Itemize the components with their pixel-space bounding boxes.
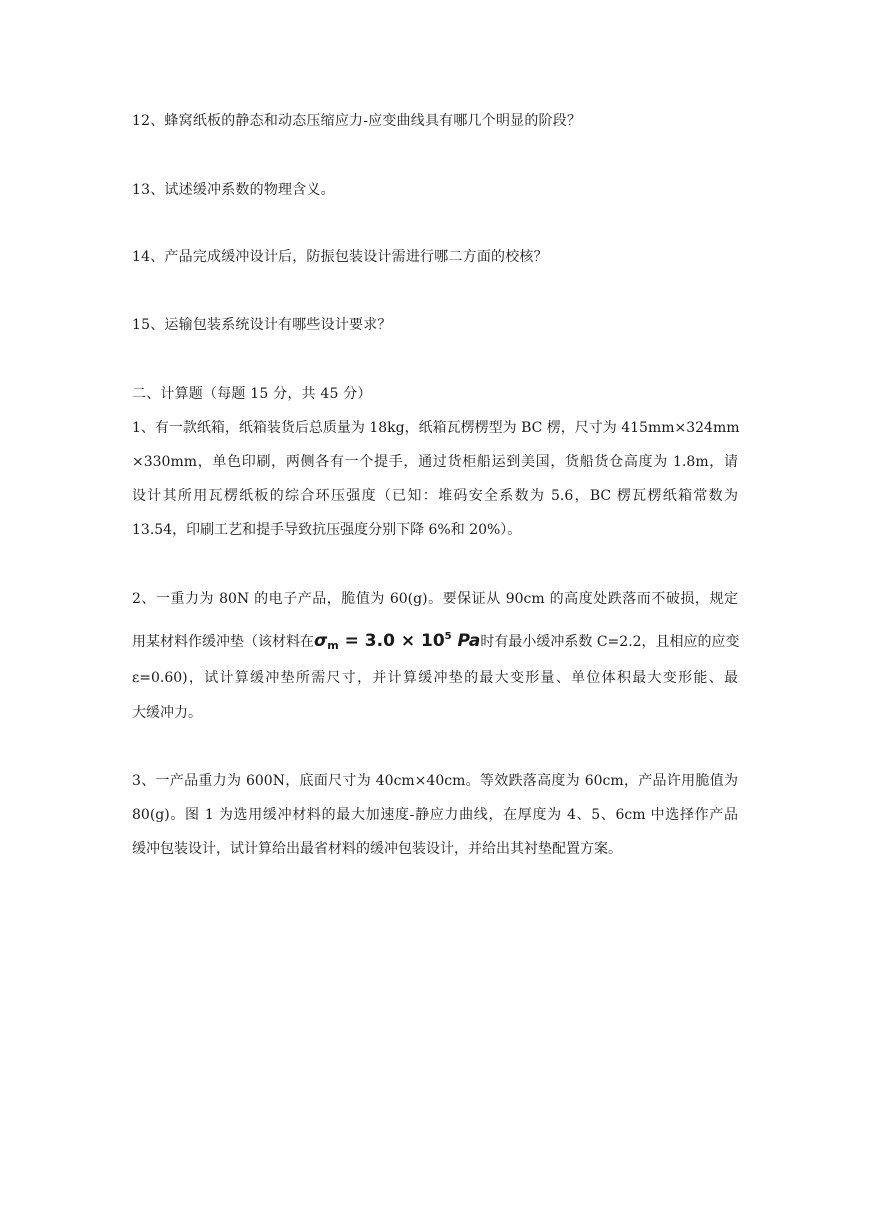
- formula-unit: Pa: [451, 631, 481, 651]
- calc1-line3: 设计其所用瓦楞纸板的综合环压强度（已知：堆码安全系数为 5.6，BC 楞瓦楞纸箱常数为: [132, 488, 738, 504]
- question-15: 15、运输包装系统设计有哪些设计要求？: [132, 317, 392, 333]
- calc2-line1: 2、一重力为 80N 的电子产品，脆值为 60(g)。要保证从 90cm 的高度处跌落而不破损，规定: [132, 591, 738, 607]
- calc3-line2: 80(g)。图 1 为选用缓冲材料的最大加速度-静应力曲线，在厚度为 4、5、6cm 中选择作产品: [132, 807, 738, 823]
- formula-equals: = 3.0 × 10: [338, 631, 445, 651]
- calc1-line1: 1、有一款纸箱，纸箱装货后总质量为 18kg，纸箱瓦楞楞型为 BC 楞，尺寸为 415mm×324mm: [132, 420, 740, 436]
- question-14: 14、产品完成缓冲设计后，防振包装设计需进行哪二方面的校核？: [132, 249, 548, 265]
- calc2-line2-post: 时有最小缓冲系数 C=2.2，且相应的应变: [480, 634, 740, 650]
- question-13: 13、试述缓冲系数的物理含义。: [132, 182, 335, 198]
- sigma-subscript: m: [327, 639, 339, 652]
- calc3-line1: 3、一产品重力为 600N，底面尺寸为 40cm×40cm。等效跌落高度为 60cm，产品许用脆值为: [132, 773, 738, 789]
- formula-exponent: 5: [444, 631, 452, 642]
- calc1-line4: 13.54，印刷工艺和提手导致抗压强度分别下降 6%和 20%）。: [132, 522, 522, 538]
- question-12: 12、蜂窝纸板的静态和动态压缩应力-应变曲线具有哪几个明显的阶段？: [132, 113, 582, 129]
- calc3-line3: 缓冲包装设计，试计算给出最省材料的缓冲包装设计，并给出其衬垫配置方案。: [132, 841, 622, 857]
- section-title-calculation: 二、计算题（每题 15 分，共 45 分）: [132, 386, 372, 402]
- calc2-line2: [132, 631, 740, 652]
- calc2-line4: 大缓冲力。: [132, 705, 202, 721]
- calc2-line3: ε=0.60)，试计算缓冲垫所需尺寸，并计算缓冲垫的最大变形量、单位体积最大变形能、最: [132, 670, 738, 686]
- stress-formula: [314, 631, 480, 651]
- calc2-line2-pre: 用某材料作缓冲垫（该材料在: [132, 634, 314, 650]
- calc1-line2: ×330mm，单色印刷，两侧各有一个提手，通过货柜船运到美国，货船货仓高度为 1.8m，请: [132, 454, 738, 470]
- sigma-symbol: σ: [314, 631, 328, 651]
